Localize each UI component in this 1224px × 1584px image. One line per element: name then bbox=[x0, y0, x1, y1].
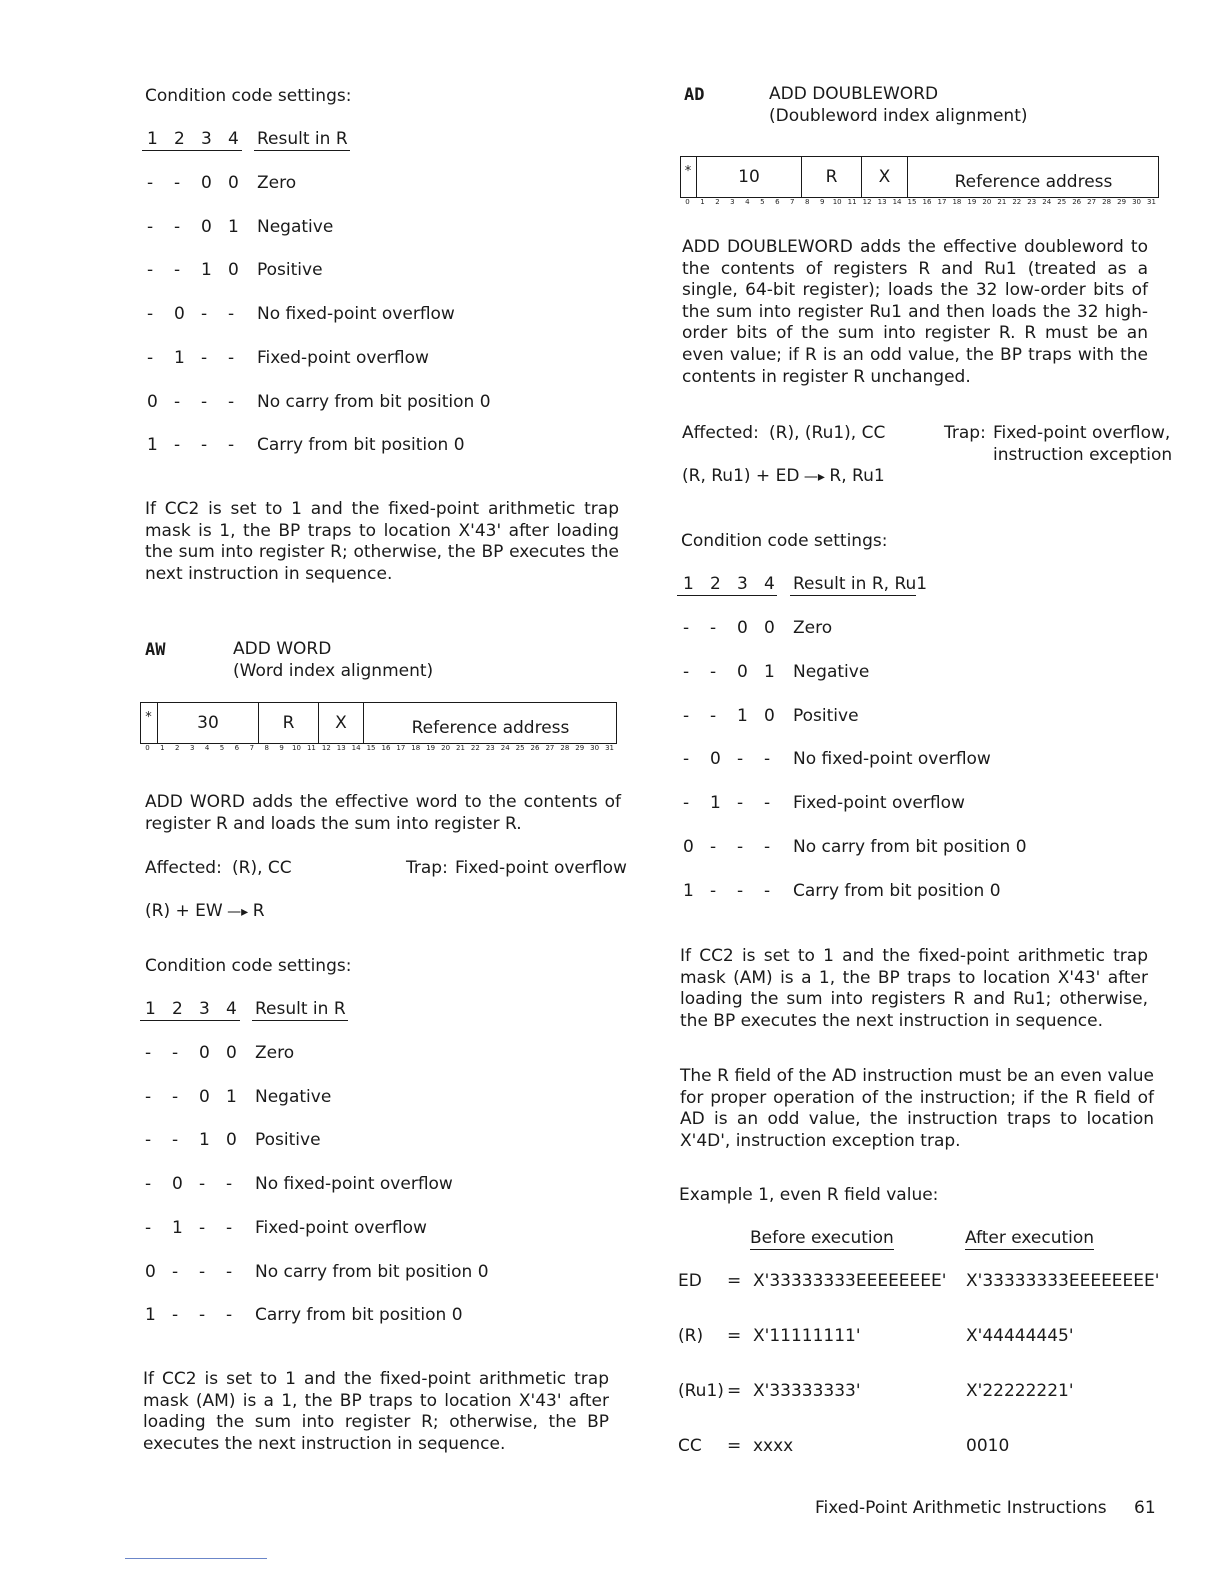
bit-position-label: 29 bbox=[575, 744, 585, 752]
aw-cc-header bbox=[143, 999, 363, 1021]
cc-bit-1: - bbox=[147, 216, 154, 237]
cc-bit-4: 1 bbox=[226, 1086, 237, 1107]
opcode-field: 10 bbox=[696, 156, 801, 198]
bit-position-label: 28 bbox=[1102, 198, 1112, 206]
bit-position-label: 12 bbox=[862, 198, 872, 206]
cc-header-underline bbox=[142, 149, 242, 151]
cc-row bbox=[681, 881, 1041, 903]
bit-position-label: 24 bbox=[500, 744, 510, 752]
bit-position-label: 8 bbox=[264, 744, 269, 752]
cc-bit-4: 0 bbox=[228, 260, 239, 281]
example-col-after: After execution bbox=[965, 1228, 1095, 1248]
bit-position-label: 22 bbox=[470, 744, 480, 752]
bit-position-label: 10 bbox=[832, 198, 842, 206]
ad-affected-label: Affected: bbox=[682, 423, 759, 443]
x-field: X bbox=[318, 702, 363, 744]
cc-bit-4: 0 bbox=[228, 173, 239, 193]
cc-meaning: Carry from bit position 0 bbox=[255, 1305, 463, 1326]
cc-title: Condition code settings: bbox=[145, 86, 352, 106]
cc-bit-1: 0 bbox=[145, 1261, 156, 1282]
aw-mnemonic: AW bbox=[145, 640, 166, 660]
cc-bit-3: - bbox=[737, 880, 744, 901]
cc-row bbox=[681, 618, 1041, 640]
bit-position-label: 29 bbox=[1117, 198, 1127, 206]
cc-col-1: 1 bbox=[683, 574, 694, 594]
cc-bit-3: - bbox=[737, 749, 744, 770]
bit-position-label: 9 bbox=[819, 198, 825, 206]
cc-bit-1: - bbox=[147, 173, 154, 193]
bit-position-label: 12 bbox=[321, 744, 331, 752]
cc-bit-2: 1 bbox=[174, 347, 185, 368]
r-field: R bbox=[258, 702, 318, 744]
cc-bit-2: - bbox=[172, 1261, 179, 1282]
cc-row bbox=[145, 435, 505, 457]
bit-position-label: 6 bbox=[775, 198, 780, 206]
cc-bit-1: - bbox=[683, 705, 690, 726]
cc-bit-1: 1 bbox=[683, 880, 694, 901]
example-row-label: (Ru1) bbox=[678, 1381, 724, 1401]
cc-row bbox=[681, 749, 1041, 771]
cc-bit-3: - bbox=[199, 1305, 206, 1326]
aw-trap: Fixed-point overflow bbox=[455, 858, 627, 878]
cc-bit-4: - bbox=[226, 1217, 233, 1238]
cc-bit-3: - bbox=[201, 435, 208, 456]
example-row-after: X'44444445' bbox=[966, 1326, 1074, 1346]
ad-affected: (R), (Ru1), CC bbox=[769, 423, 886, 443]
cc-bit-3: 0 bbox=[201, 173, 212, 193]
cc-meaning: No carry from bit position 0 bbox=[255, 1261, 489, 1282]
cc-col-2: 2 bbox=[174, 129, 185, 149]
cc-row bbox=[681, 706, 1041, 728]
cc-bit-4: - bbox=[228, 347, 235, 368]
bit-position-label: 18 bbox=[952, 198, 962, 206]
cc-meaning: Positive bbox=[257, 260, 323, 281]
aw-formula-left: (R) + EW bbox=[145, 901, 223, 921]
cc-bit-2: - bbox=[174, 216, 181, 237]
bit-position-label: 8 bbox=[805, 198, 810, 206]
arrow-icon: —▸ bbox=[227, 904, 249, 920]
cc-col-3: 3 bbox=[737, 574, 748, 594]
cc-bit-3: - bbox=[201, 304, 208, 325]
cc-col-4: 4 bbox=[226, 999, 237, 1019]
cc-row bbox=[145, 348, 505, 370]
bit-position-label: 26 bbox=[1072, 198, 1082, 206]
bit-position-label: 1 bbox=[160, 744, 165, 752]
bit-position-label: 11 bbox=[847, 198, 857, 206]
cc-bit-1: 1 bbox=[147, 435, 158, 456]
cc-result-underline bbox=[254, 149, 350, 151]
cc-meaning: No carry from bit position 0 bbox=[793, 837, 1027, 857]
bit-position-label: 23 bbox=[1027, 198, 1037, 206]
bit-position-label: 5 bbox=[760, 198, 765, 206]
ad-formula bbox=[682, 466, 885, 486]
cc-bit-3: - bbox=[199, 1174, 206, 1195]
cc-bit-2: - bbox=[172, 1305, 179, 1326]
cc-bit-2: - bbox=[710, 837, 717, 857]
cc-bit-4: 0 bbox=[226, 1130, 237, 1151]
cc-meaning: Carry from bit position 0 bbox=[257, 435, 465, 456]
example-row-label: ED bbox=[678, 1271, 702, 1291]
ad-instruction-format bbox=[680, 156, 1159, 206]
bit-position-label: 27 bbox=[1087, 198, 1097, 206]
cc-meaning: Carry from bit position 0 bbox=[793, 880, 1001, 901]
cc-bit-2: - bbox=[172, 1043, 179, 1063]
ad-trap-label: Trap: bbox=[944, 423, 986, 443]
cc-row bbox=[681, 793, 1041, 815]
cc-col-2: 2 bbox=[172, 999, 183, 1019]
bit-position-label: 13 bbox=[877, 198, 887, 206]
cc-result-underline bbox=[252, 1019, 348, 1021]
bit-position-label: 17 bbox=[937, 198, 947, 206]
cc-bit-3: 0 bbox=[737, 618, 748, 638]
cc-col-result: Result in R bbox=[255, 999, 346, 1019]
cc-bit-3: 1 bbox=[199, 1130, 210, 1151]
cc-row bbox=[143, 1130, 503, 1152]
cc-bit-4: 0 bbox=[764, 705, 775, 726]
cc-bit-4: - bbox=[764, 793, 771, 814]
example-col-before: Before execution bbox=[750, 1228, 894, 1248]
ad-formula-right: R, Ru1 bbox=[829, 466, 885, 486]
cc-bit-1: - bbox=[683, 749, 690, 770]
example-row-equals: = bbox=[727, 1436, 742, 1456]
cc-bit-1: - bbox=[147, 347, 154, 368]
cc-paragraph: If CC2 is set to 1 and the fixed-point arithmetic trap mask is 1, the BP traps to location X'43' after loading the sum into register R; otherwise, the BP executes the next instruction in sequence. bbox=[145, 499, 619, 584]
bit-position-label: 0 bbox=[145, 744, 150, 752]
cc-bit-3: - bbox=[737, 793, 744, 814]
example-row-equals: = bbox=[727, 1326, 742, 1346]
cc-bit-4: - bbox=[764, 837, 771, 857]
bit-position-label: 20 bbox=[982, 198, 992, 206]
cc-bit-1: - bbox=[145, 1217, 152, 1238]
cc-bit-4: - bbox=[228, 304, 235, 325]
cc-meaning: No carry from bit position 0 bbox=[257, 391, 491, 412]
bit-position-label: 25 bbox=[1057, 198, 1067, 206]
cc-bit-3: - bbox=[201, 347, 208, 368]
cc-bit-4: - bbox=[226, 1174, 233, 1195]
aw-affected-label: Affected: bbox=[145, 858, 222, 878]
cc-bit-3: 0 bbox=[199, 1043, 210, 1063]
example-row-after: 0010 bbox=[966, 1436, 1010, 1456]
cc-meaning: No fixed-point overflow bbox=[793, 749, 991, 770]
bit-position-label: 15 bbox=[366, 744, 376, 752]
bit-positions bbox=[140, 744, 617, 752]
ad-formula-left: (R, Ru1) + ED bbox=[682, 466, 800, 486]
cc-bit-4: 0 bbox=[226, 1043, 237, 1063]
bit-position-label: 22 bbox=[1012, 198, 1022, 206]
cc-bit-1: - bbox=[145, 1174, 152, 1195]
bit-positions bbox=[680, 198, 1159, 206]
cc-bit-3: - bbox=[201, 391, 208, 412]
example-row-label: CC bbox=[678, 1436, 702, 1456]
bit-position-label: 21 bbox=[997, 198, 1007, 206]
bit-position-label: 31 bbox=[1147, 198, 1156, 206]
cc-bit-4: - bbox=[228, 391, 235, 412]
cc-bit-1: - bbox=[145, 1043, 152, 1063]
cc-row bbox=[143, 1174, 503, 1196]
bit-position-label: 2 bbox=[175, 744, 180, 752]
bit-position-label: 6 bbox=[234, 744, 240, 752]
cc-bit-4: - bbox=[764, 880, 771, 901]
cc-bit-1: - bbox=[683, 618, 690, 638]
bit-position-label: 16 bbox=[922, 198, 932, 206]
aw-trap-label: Trap: bbox=[406, 858, 448, 878]
ad-name: ADD DOUBLEWORD bbox=[769, 84, 939, 104]
cc-bit-4: - bbox=[226, 1261, 233, 1282]
ad-mnemonic: AD bbox=[684, 85, 705, 105]
bit-position-label: 15 bbox=[907, 198, 917, 206]
cc-row bbox=[145, 392, 505, 414]
example-row-before: X'33333333' bbox=[753, 1381, 861, 1401]
cc-header-underline bbox=[140, 1019, 240, 1021]
bit-position-label: 24 bbox=[1042, 198, 1052, 206]
example-row-before: X'33333333EEEEEEEE' bbox=[753, 1271, 947, 1291]
cc-bit-4: 1 bbox=[764, 661, 775, 682]
bit-position-label: 20 bbox=[441, 744, 451, 752]
cc-bit-3: - bbox=[199, 1261, 206, 1282]
indirect-flag: * bbox=[684, 164, 692, 179]
cc-bit-3: 1 bbox=[201, 260, 212, 281]
bit-position-label: 27 bbox=[545, 744, 555, 752]
cc-bit-4: - bbox=[226, 1305, 233, 1326]
cc-bit-2: - bbox=[710, 705, 717, 726]
example-row-equals: = bbox=[727, 1381, 742, 1401]
bit-position-label: 3 bbox=[730, 198, 735, 206]
cc-row bbox=[143, 1262, 503, 1284]
reference-address-field: Reference address bbox=[363, 702, 617, 744]
ad-cc-paragraph: If CC2 is set to 1 and the fixed-point arithmetic trap mask (AM) is a 1, the BP traps to location X'43' after loading the sum into registers R and Ru1; otherwise, the BP executes the next instruction in sequence. bbox=[680, 946, 1148, 1031]
bit-position-label: 13 bbox=[336, 744, 346, 752]
aw-cc-title: Condition code settings: bbox=[145, 956, 352, 976]
cc-meaning: No fixed-point overflow bbox=[257, 304, 455, 325]
cc-bit-1: - bbox=[683, 661, 690, 682]
cc-row bbox=[145, 304, 505, 326]
cc-bit-1: - bbox=[147, 304, 154, 325]
cc-col-1: 1 bbox=[145, 999, 156, 1019]
cc-bit-3: 0 bbox=[199, 1086, 210, 1107]
cc-meaning: Negative bbox=[793, 661, 870, 682]
ad-description: ADD DOUBLEWORD adds the effective doubleword to the contents of registers R and Ru1 (treated as a single, 64-bit register); loads the 32 low-order bits of the sum into register Ru1 and then loads the 32 high-order bits of the sum into register R. R must be an even value; if R is an odd value, the BP traps with the contents in register R unchanged. bbox=[682, 237, 1148, 387]
cc-meaning: Zero bbox=[793, 618, 833, 638]
bit-position-label: 30 bbox=[1132, 198, 1141, 206]
bit-position-label: 26 bbox=[530, 744, 540, 752]
bit-position-label: 18 bbox=[411, 744, 421, 752]
cc-bit-2: - bbox=[172, 1086, 179, 1107]
cc-bit-1: 0 bbox=[683, 837, 694, 857]
opcode-field: 30 bbox=[157, 702, 258, 744]
bit-position-label: 5 bbox=[219, 744, 225, 752]
x-field: X bbox=[861, 156, 907, 198]
cc-col-1: 1 bbox=[147, 129, 158, 149]
cc-bit-3: - bbox=[199, 1217, 206, 1238]
ad-cc-header bbox=[681, 574, 928, 596]
cc-bit-3: 1 bbox=[737, 705, 748, 726]
cc-row bbox=[143, 1305, 503, 1327]
aw-formula bbox=[145, 901, 265, 921]
cc-col-3: 3 bbox=[201, 129, 212, 149]
cc-meaning: Positive bbox=[255, 1130, 321, 1151]
cc-bit-2: - bbox=[174, 260, 181, 281]
bit-position-label: 19 bbox=[967, 198, 977, 206]
cc-col-4: 4 bbox=[764, 574, 775, 594]
cc-row bbox=[145, 173, 505, 195]
cc-result-underline bbox=[790, 594, 916, 596]
bit-position-label: 30 bbox=[590, 744, 600, 752]
cc-meaning: Fixed-point overflow bbox=[257, 347, 429, 368]
cc-meaning: Negative bbox=[255, 1086, 332, 1107]
cc-col-result: Result in R bbox=[257, 129, 348, 149]
bit-position-label: 11 bbox=[306, 744, 316, 752]
cc-meaning: Zero bbox=[255, 1043, 295, 1063]
aw-cc-paragraph: If CC2 is set to 1 and the fixed-point arithmetic trap mask (AM) is a 1, the BP traps to location X'43' after loading the sum into register R; otherwise, the BP executes the next instruction in sequence. bbox=[143, 1369, 609, 1454]
cc-header-underline bbox=[677, 594, 777, 596]
aw-affected: (R), CC bbox=[232, 858, 292, 878]
aw-instruction-format bbox=[140, 702, 617, 752]
cc-bit-2: - bbox=[710, 618, 717, 638]
ad-alignment: (Doubleword index alignment) bbox=[769, 106, 1028, 126]
example-row-label: (R) bbox=[678, 1326, 704, 1346]
cc-meaning: Fixed-point overflow bbox=[255, 1217, 427, 1238]
example-row-after: X'33333333EEEEEEEE' bbox=[966, 1271, 1160, 1291]
cc-bit-3: - bbox=[737, 837, 744, 857]
cc-bit-2: - bbox=[174, 435, 181, 456]
cc-row bbox=[143, 1043, 503, 1065]
cc-row bbox=[681, 837, 1041, 859]
aw-alignment: (Word index alignment) bbox=[233, 661, 434, 681]
indirect-flag: * bbox=[145, 710, 152, 725]
cc-bit-1: 1 bbox=[145, 1305, 156, 1326]
bit-position-label: 23 bbox=[485, 744, 495, 752]
bit-position-label: 9 bbox=[279, 744, 284, 752]
cc-bit-4: - bbox=[764, 749, 771, 770]
bit-position-label: 31 bbox=[605, 744, 614, 752]
ad-trap-line1: Fixed-point overflow, bbox=[993, 423, 1171, 443]
reference-address-field: Reference address bbox=[907, 156, 1159, 198]
cc-bit-1: 0 bbox=[147, 391, 158, 412]
cc-bit-2: 1 bbox=[172, 1217, 183, 1238]
cc-row bbox=[143, 1218, 503, 1240]
arrow-icon: —▸ bbox=[803, 469, 825, 485]
bit-position-label: 3 bbox=[189, 744, 195, 752]
cc-col-4: 4 bbox=[228, 129, 239, 149]
cc-meaning: No fixed-point overflow bbox=[255, 1174, 453, 1195]
bit-position-label: 28 bbox=[560, 744, 570, 752]
cc-bit-2: - bbox=[710, 661, 717, 682]
aw-name: ADD WORD bbox=[233, 639, 332, 659]
cc-bit-2: - bbox=[710, 880, 717, 901]
aw-formula-right: R bbox=[252, 901, 265, 921]
bit-position-label: 0 bbox=[685, 198, 690, 206]
footer-rule bbox=[125, 1558, 267, 1559]
r-field: R bbox=[801, 156, 861, 198]
cc-col-2: 2 bbox=[710, 574, 721, 594]
ad-r-field-paragraph: The R field of the AD instruction must be an even value for proper operation of the instruction; if the R field of AD is an odd value, the instruction traps to location X'4D', instruction exception trap. bbox=[680, 1066, 1154, 1151]
cc-bit-1: - bbox=[683, 793, 690, 814]
cc-bit-2: 1 bbox=[710, 793, 721, 814]
cc-bit-2: - bbox=[174, 391, 181, 412]
cc-bit-3: 0 bbox=[201, 216, 212, 237]
cc-row bbox=[145, 217, 505, 239]
cc-bit-1: - bbox=[145, 1086, 152, 1107]
bit-position-label: 7 bbox=[249, 744, 255, 752]
bit-position-label: 2 bbox=[715, 198, 720, 206]
example-title: Example 1, even R field value: bbox=[679, 1185, 939, 1205]
cc-bit-1: - bbox=[145, 1130, 152, 1151]
example-row-before: xxxx bbox=[753, 1436, 794, 1456]
cc-bit-4: 1 bbox=[228, 216, 239, 237]
cc-row bbox=[145, 260, 505, 282]
cc-bit-2: 0 bbox=[710, 749, 721, 770]
bit-position-label: 7 bbox=[790, 198, 795, 206]
bit-position-label: 19 bbox=[426, 744, 436, 752]
ad-trap-line2: instruction exception bbox=[993, 445, 1173, 465]
cc-meaning: Positive bbox=[793, 705, 859, 726]
cc-bit-1: - bbox=[147, 260, 154, 281]
cc-bit-2: 0 bbox=[172, 1174, 183, 1195]
cc-meaning: Zero bbox=[257, 173, 297, 193]
cc-bit-2: - bbox=[174, 173, 181, 193]
example-row-before: X'11111111' bbox=[753, 1326, 861, 1346]
cc-row bbox=[681, 662, 1041, 684]
cc-col-3: 3 bbox=[199, 999, 210, 1019]
bit-position-label: 21 bbox=[456, 744, 465, 752]
cc-bit-2: 0 bbox=[174, 304, 185, 325]
bit-position-label: 17 bbox=[396, 744, 406, 752]
cc-meaning: Negative bbox=[257, 216, 334, 237]
bit-position-label: 4 bbox=[745, 198, 750, 206]
bit-position-label: 16 bbox=[381, 744, 391, 752]
bit-position-label: 1 bbox=[700, 198, 705, 206]
footer-section: Fixed-Point Arithmetic Instructions bbox=[815, 1498, 1107, 1518]
page-number: 61 bbox=[1134, 1498, 1156, 1518]
bit-position-label: 4 bbox=[204, 744, 210, 752]
ad-cc-title: Condition code settings: bbox=[681, 531, 888, 551]
cc-header bbox=[145, 129, 365, 151]
bit-position-label: 14 bbox=[892, 198, 902, 206]
bit-position-label: 25 bbox=[515, 744, 525, 752]
example-row-after: X'22222221' bbox=[966, 1381, 1074, 1401]
cc-bit-4: - bbox=[228, 435, 235, 456]
cc-bit-3: 0 bbox=[737, 661, 748, 682]
cc-row bbox=[143, 1087, 503, 1109]
bit-position-label: 14 bbox=[351, 744, 361, 752]
cc-meaning: Fixed-point overflow bbox=[793, 793, 965, 814]
cc-bit-4: 0 bbox=[764, 618, 775, 638]
cc-col-result: Result in R, Ru1 bbox=[793, 574, 928, 594]
aw-description: ADD WORD adds the effective word to the contents of register R and loads the sum into register R. bbox=[145, 792, 621, 834]
bit-position-label: 10 bbox=[292, 744, 301, 752]
example-row-equals: = bbox=[727, 1271, 742, 1291]
cc-bit-2: - bbox=[172, 1130, 179, 1151]
